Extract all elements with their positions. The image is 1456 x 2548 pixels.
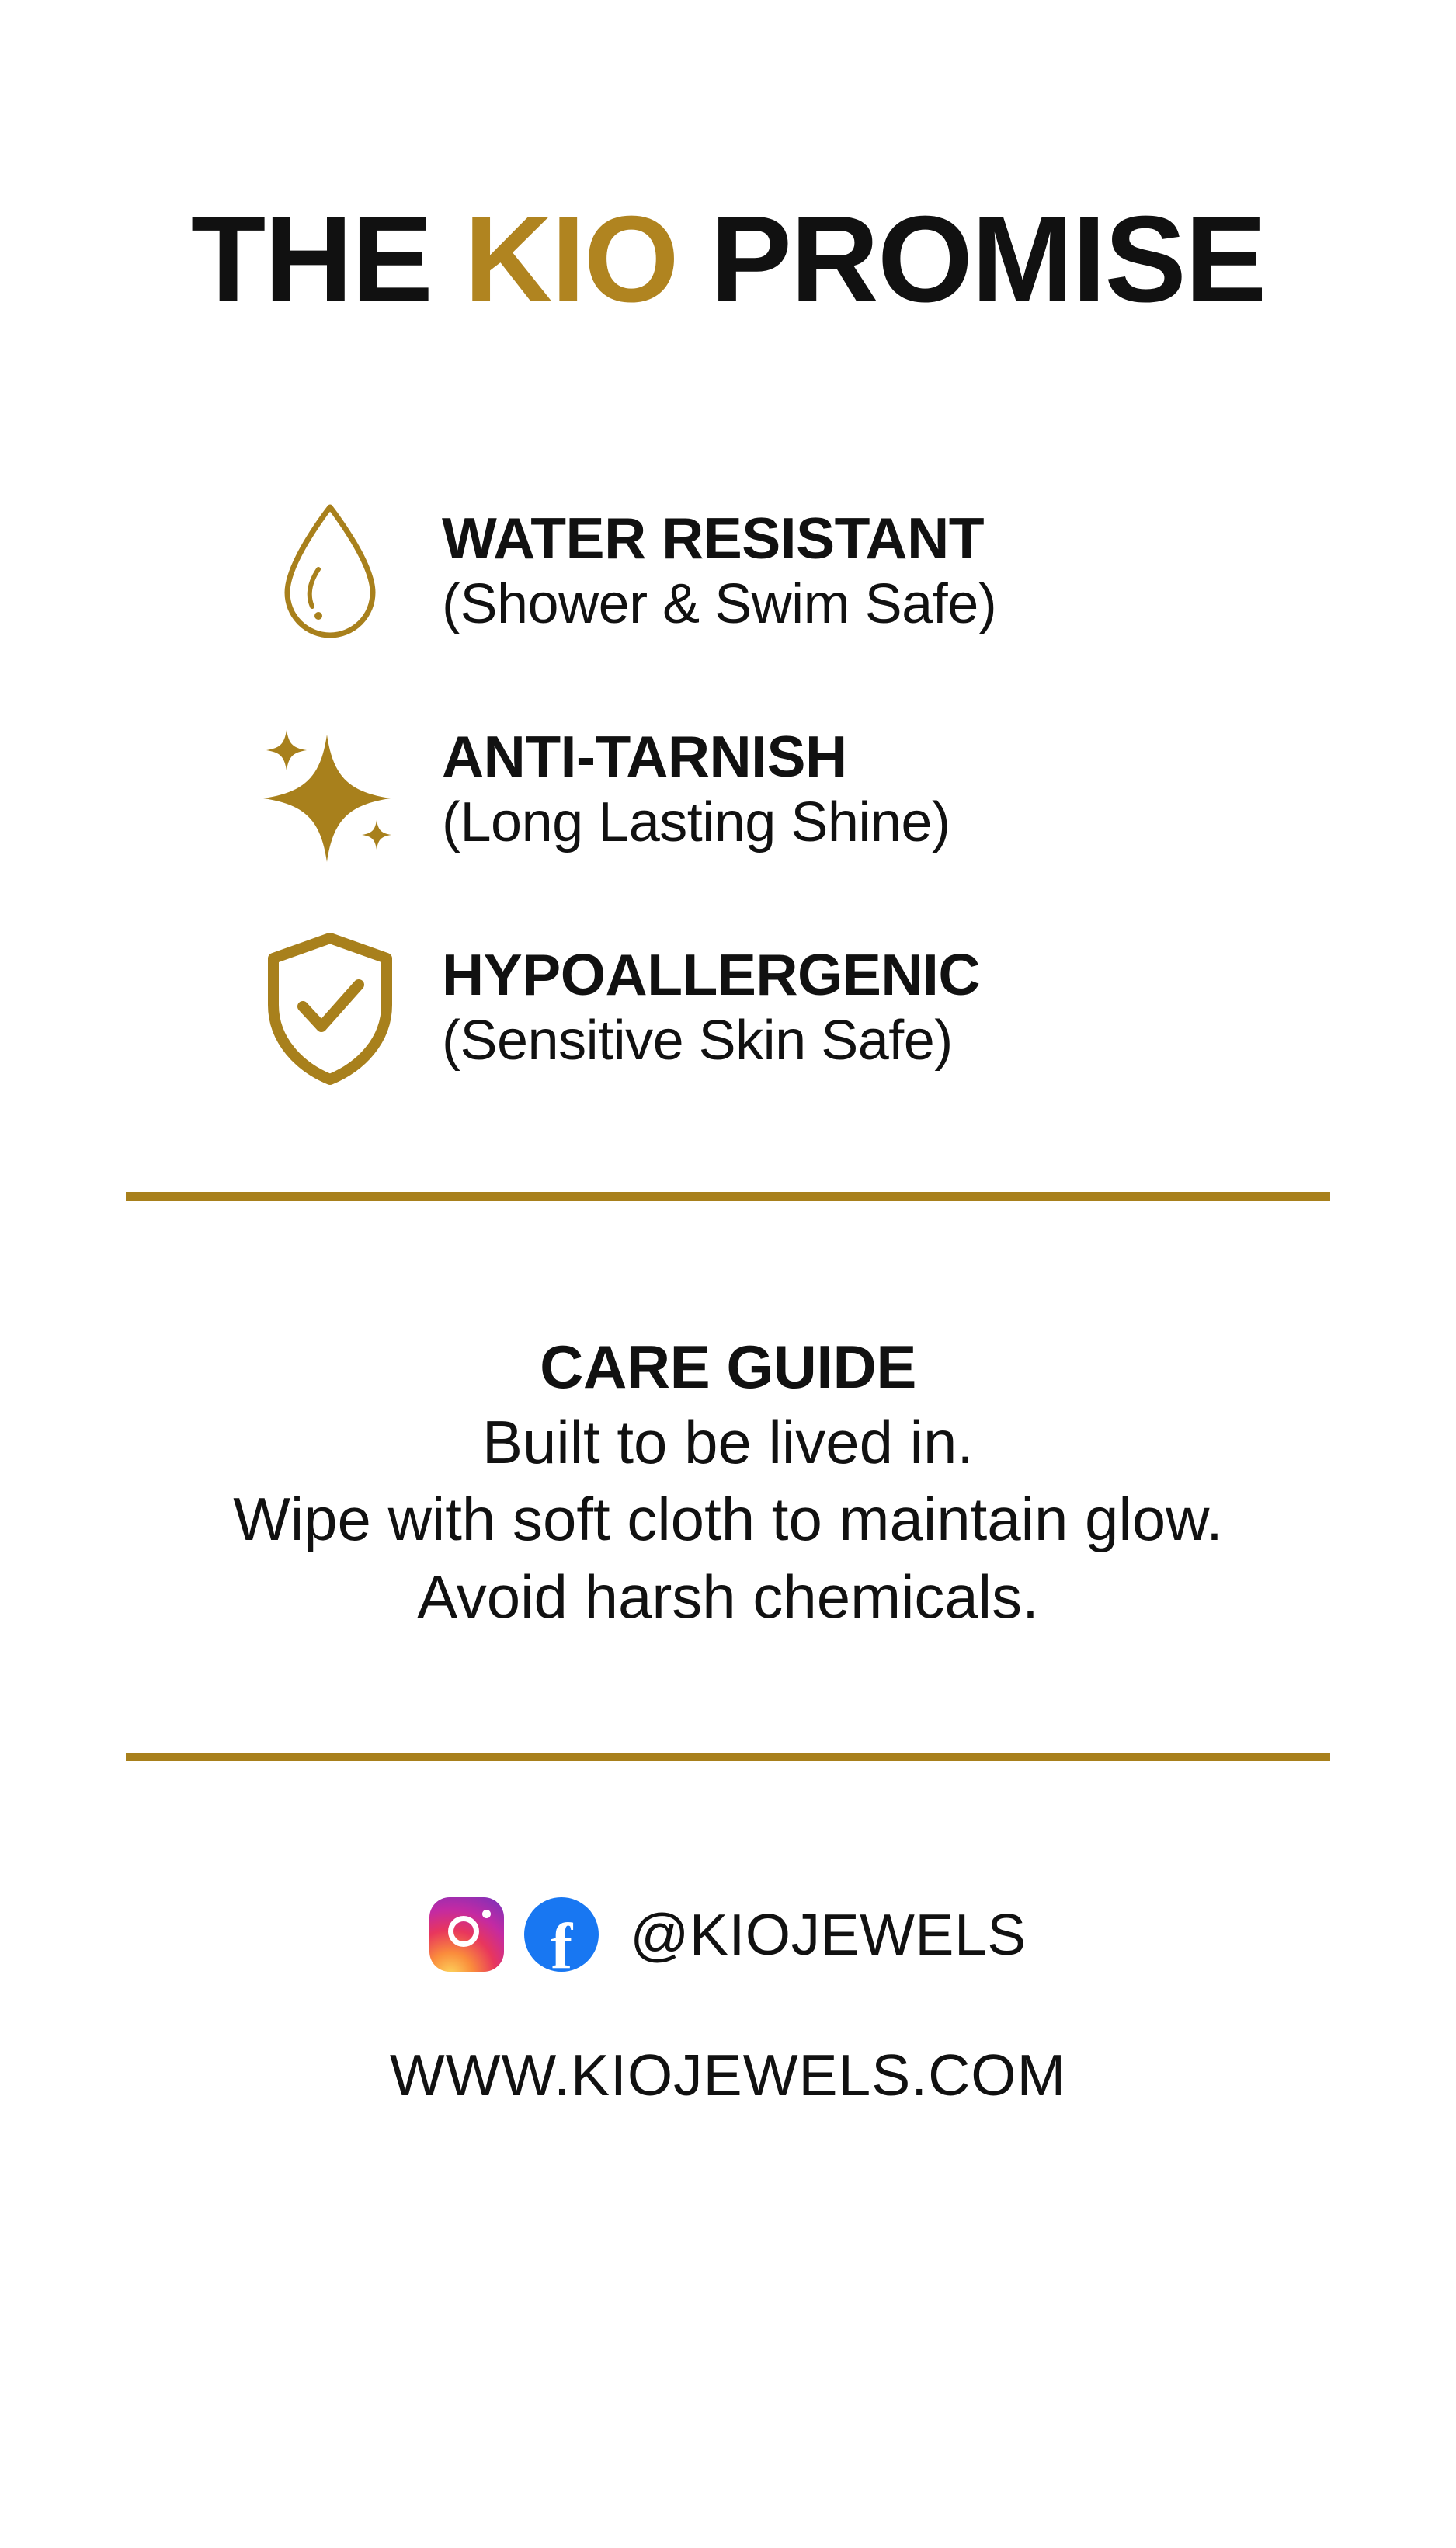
feature-title: ANTI-TARNISH bbox=[442, 723, 847, 789]
facebook-glyph: f bbox=[551, 1910, 573, 1973]
feature-title: WATER RESISTANT bbox=[442, 505, 985, 571]
feature-item-anti-tarnish bbox=[252, 706, 1340, 873]
water-drop-icon bbox=[252, 488, 408, 655]
shield-check-icon bbox=[252, 924, 408, 1091]
feature-list bbox=[116, 488, 1340, 1091]
feature-subtitle: (Sensitive Skin Safe) bbox=[442, 1010, 953, 1072]
care-guide-heading: CARE GUIDE bbox=[540, 1333, 916, 1401]
divider-top bbox=[126, 1192, 1330, 1201]
feature-item-water-resistant bbox=[252, 488, 1340, 655]
social-handle: @KIOJEWELS bbox=[630, 1902, 1027, 1968]
page-title bbox=[116, 191, 1340, 328]
spacer bbox=[116, 1636, 1340, 1753]
care-guide-section bbox=[116, 1331, 1340, 1636]
feature-title: HYPOALLERGENIC bbox=[442, 941, 981, 1007]
care-guide-line-1: Built to be lived in. bbox=[481, 1407, 975, 1476]
care-guide-line-3: Avoid harsh chemicals. bbox=[417, 1563, 1039, 1632]
title-part-two: PROMISE bbox=[677, 191, 1266, 328]
feature-subtitle: (Shower & Swim Safe) bbox=[442, 573, 997, 636]
feature-subtitle: (Long Lasting Shine) bbox=[442, 791, 950, 854]
title-part-one: THE bbox=[190, 191, 464, 328]
facebook-icon[interactable] bbox=[524, 1897, 599, 1972]
care-guide-line-2: Wipe with soft cloth to maintain glow. bbox=[233, 1485, 1223, 1554]
brand-name: KIO bbox=[464, 191, 678, 328]
sparkle-icon bbox=[252, 706, 408, 873]
divider-bottom bbox=[126, 1753, 1330, 1761]
instagram-icon[interactable] bbox=[429, 1897, 504, 1972]
feature-item-hypoallergenic bbox=[252, 924, 1340, 1091]
social-row bbox=[116, 1897, 1340, 1972]
website-url[interactable]: WWW.KIOJEWELS.COM bbox=[389, 2042, 1067, 2108]
